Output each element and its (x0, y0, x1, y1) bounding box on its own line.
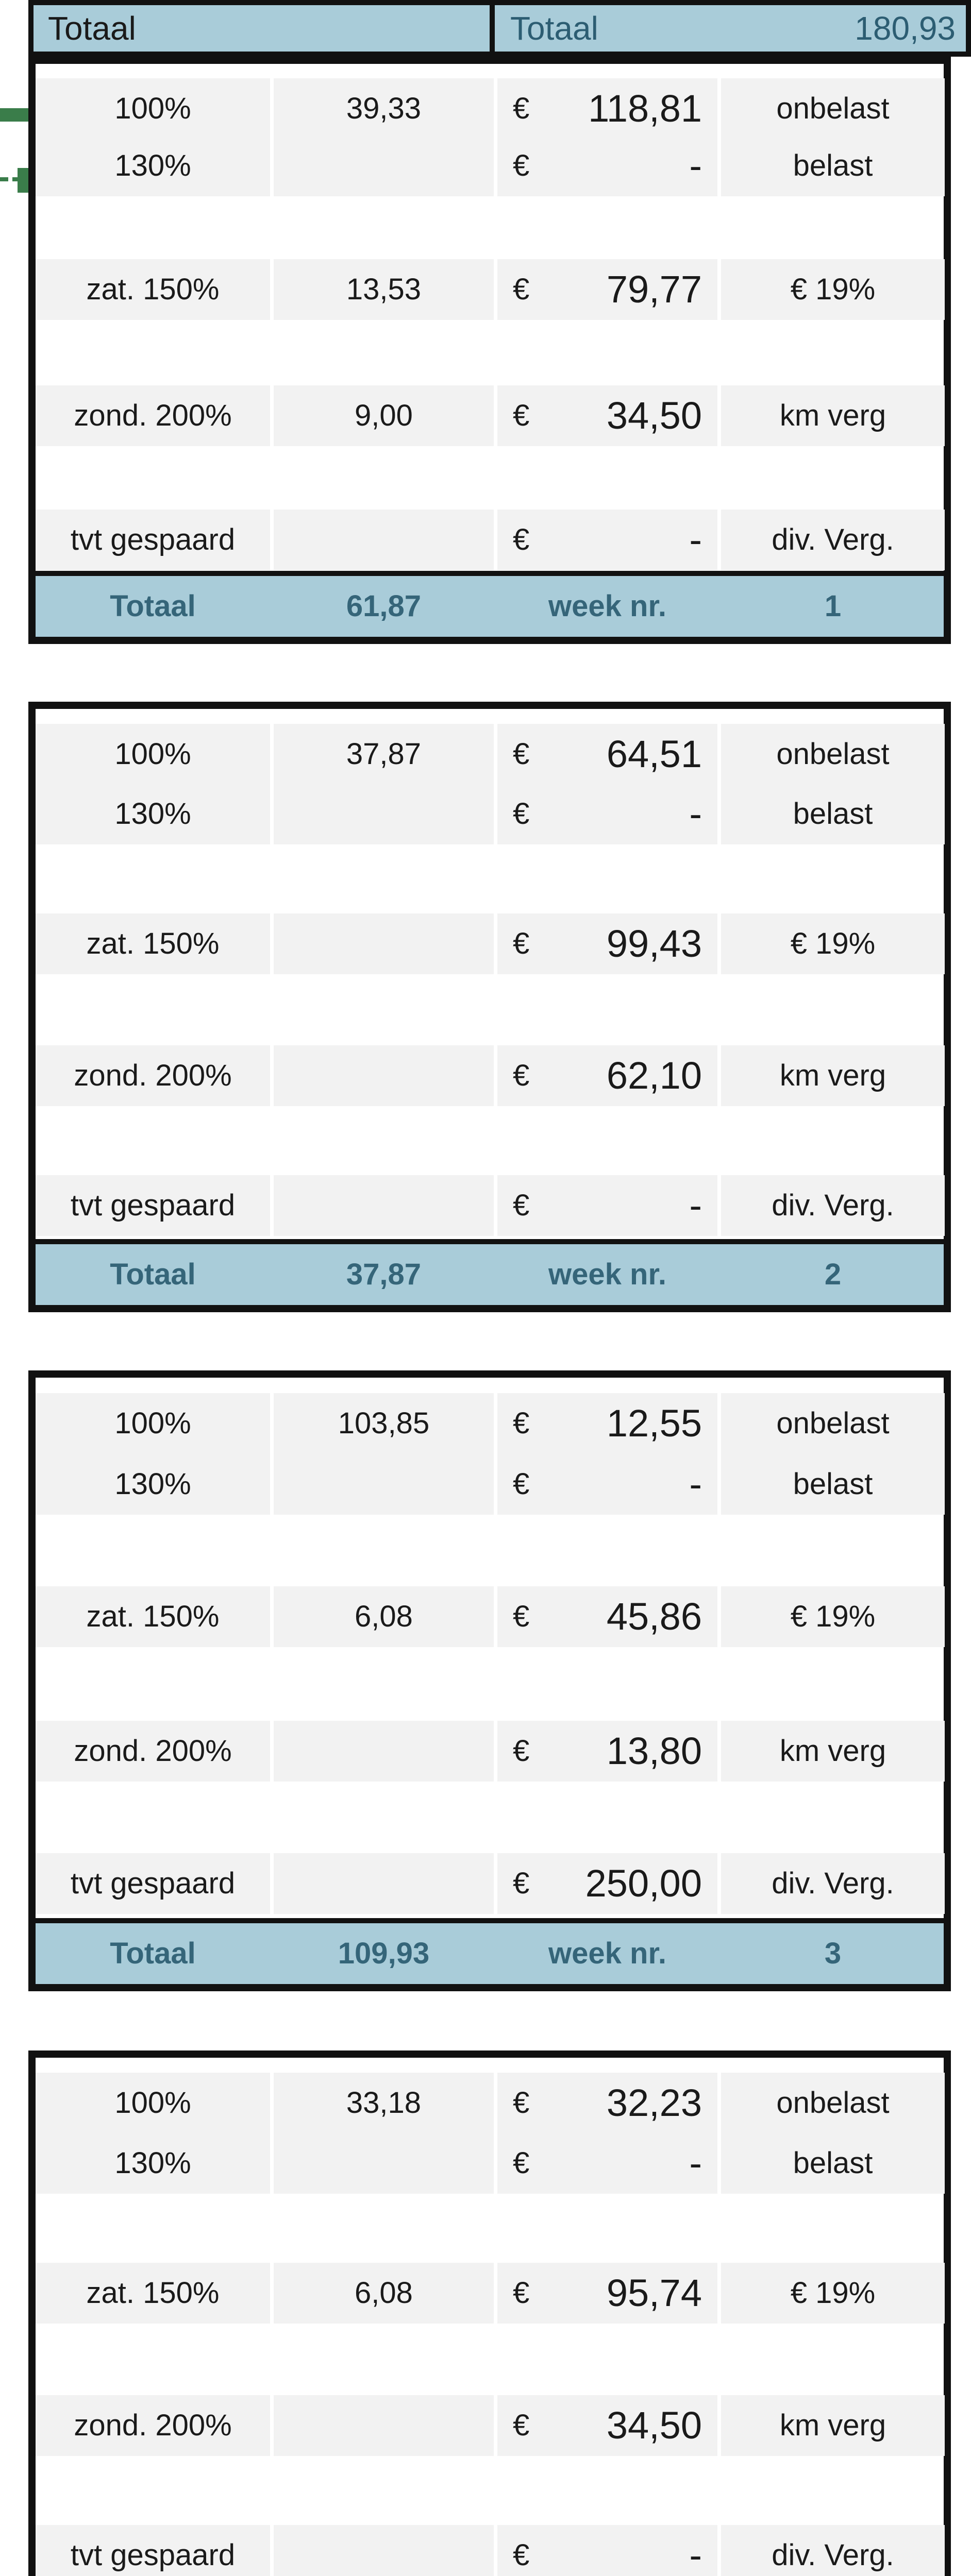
amount-cell[interactable] (497, 1454, 717, 1515)
amount-value: - (689, 1463, 702, 1505)
row-label-cell[interactable]: 100% (36, 78, 270, 139)
table-row (36, 2263, 944, 2324)
total-row (36, 1244, 944, 1305)
table-row (36, 385, 944, 446)
amount-cell[interactable] (497, 385, 717, 446)
amount-cell[interactable] (497, 2133, 717, 2194)
amount-value: 45,86 (606, 1595, 702, 1638)
hours-cell[interactable] (274, 1853, 494, 1914)
euro-sign: € (513, 1867, 530, 1900)
euro-sign: € (513, 2276, 530, 2310)
hours-cell[interactable]: 9,00 (274, 385, 494, 446)
summary-header (0, 0, 971, 57)
amount-value: 95,74 (606, 2272, 702, 2314)
hours-cell[interactable] (274, 1454, 494, 1515)
row-label-cell[interactable]: 130% (36, 135, 270, 196)
amount-cell[interactable] (497, 784, 717, 844)
hours-cell[interactable]: 13,53 (274, 259, 494, 320)
amount-value: 32,23 (606, 2081, 702, 2124)
total-hours[interactable]: 61,87 (346, 589, 422, 623)
amount-cell[interactable] (497, 259, 717, 320)
euro-sign: € (513, 797, 530, 831)
amount-value: 12,55 (606, 1402, 702, 1445)
row-label-cell[interactable]: zond. 200% (36, 2395, 270, 2456)
category-label-cell[interactable]: € 19% (721, 1586, 945, 1647)
amount-value: - (689, 144, 702, 187)
hours-cell[interactable]: 39,33 (274, 78, 494, 139)
category-label-cell[interactable]: € 19% (721, 2263, 945, 2324)
row-label-cell[interactable]: 130% (36, 2133, 270, 2194)
header-grand-total-value: 180,93 (855, 10, 956, 47)
table-row (36, 1853, 944, 1914)
euro-sign: € (513, 1467, 530, 1501)
table-row (36, 2073, 944, 2133)
amount-value: 64,51 (606, 733, 702, 775)
table-row (36, 2525, 944, 2576)
euro-sign: € (513, 1734, 530, 1768)
amount-value: 34,50 (606, 2404, 702, 2447)
category-label-cell[interactable]: onbelast (721, 724, 945, 785)
category-label-cell[interactable]: belast (721, 2133, 945, 2194)
hours-cell[interactable] (274, 2525, 494, 2576)
category-label-cell[interactable]: div. Verg. (721, 1175, 945, 1236)
week-block (28, 1370, 951, 1991)
table-row (36, 135, 944, 196)
category-label-cell[interactable]: div. Verg. (721, 510, 945, 570)
amount-cell[interactable] (497, 2525, 717, 2576)
amount-value: - (689, 1184, 702, 1227)
table-row (36, 913, 944, 974)
euro-sign: € (513, 1189, 530, 1222)
row-label-cell[interactable]: zat. 150% (36, 259, 270, 320)
category-label-cell[interactable]: belast (721, 784, 945, 844)
hours-cell[interactable]: 6,08 (274, 1586, 494, 1647)
euro-sign: € (513, 92, 530, 125)
row-label-cell[interactable]: tvt gespaard (36, 1175, 270, 1236)
euro-sign: € (513, 737, 530, 771)
amount-cell[interactable] (497, 2073, 717, 2133)
row-label-cell[interactable]: 130% (36, 1454, 270, 1515)
week-label[interactable]: week nr. (548, 589, 666, 623)
header-grand-total-cell[interactable] (490, 0, 971, 57)
total-label[interactable]: Totaal (110, 1258, 196, 1291)
amount-cell[interactable] (497, 913, 717, 974)
row-label-cell[interactable]: zond. 200% (36, 1721, 270, 1782)
amount-cell[interactable] (497, 2395, 717, 2456)
row-label-cell[interactable]: tvt gespaard (36, 1853, 270, 1914)
header-total-label: Totaal (48, 10, 136, 47)
row-label-cell[interactable]: 130% (36, 784, 270, 844)
week-number[interactable]: 2 (824, 1258, 842, 1291)
amount-value: 13,80 (606, 1730, 702, 1772)
euro-sign: € (513, 1406, 530, 1440)
amount-cell[interactable] (497, 135, 717, 196)
hours-cell[interactable] (274, 784, 494, 844)
row-label-cell[interactable]: zat. 150% (36, 1586, 270, 1647)
amount-cell[interactable] (497, 2263, 717, 2324)
row-label-cell[interactable]: tvt gespaard (36, 2525, 270, 2576)
total-hours[interactable]: 37,87 (346, 1258, 422, 1291)
euro-sign: € (513, 149, 530, 182)
total-label[interactable]: Totaal (110, 589, 196, 623)
row-label-cell[interactable]: zat. 150% (36, 2263, 270, 2324)
total-row (36, 576, 944, 637)
table-row (36, 1393, 944, 1454)
category-label-cell[interactable]: onbelast (721, 2073, 945, 2133)
amount-cell[interactable] (497, 1045, 717, 1106)
amount-cell[interactable] (497, 1393, 717, 1454)
row-label-cell[interactable]: zat. 150% (36, 913, 270, 974)
category-label-cell[interactable]: belast (721, 135, 945, 196)
table-row (36, 259, 944, 320)
amount-cell[interactable] (497, 78, 717, 139)
euro-sign: € (513, 927, 530, 960)
amount-cell[interactable] (497, 510, 717, 570)
category-label-cell[interactable]: km verg (721, 2395, 945, 2456)
category-label-cell[interactable]: div. Verg. (721, 2525, 945, 2576)
row-label-cell[interactable]: 100% (36, 1393, 270, 1454)
category-label-cell[interactable]: km verg (721, 1721, 945, 1782)
table-row (36, 784, 944, 844)
euro-sign: € (513, 1059, 530, 1092)
category-label-cell[interactable]: km verg (721, 1045, 945, 1106)
amount-cell[interactable] (497, 1586, 717, 1647)
hours-cell[interactable] (274, 135, 494, 196)
hours-cell[interactable] (274, 1721, 494, 1782)
hours-cell[interactable]: 33,18 (274, 2073, 494, 2133)
amount-cell[interactable] (497, 1721, 717, 1782)
euro-sign: € (513, 273, 530, 306)
row-label-cell[interactable]: 100% (36, 724, 270, 785)
week-number[interactable]: 1 (824, 589, 842, 623)
hours-cell[interactable] (274, 2395, 494, 2456)
euro-sign: € (513, 2146, 530, 2180)
hours-cell[interactable]: 37,87 (274, 724, 494, 785)
total-hours[interactable]: 109,93 (338, 1937, 430, 1970)
euro-sign: € (513, 399, 530, 432)
amount-cell[interactable] (497, 724, 717, 785)
table-row (36, 510, 944, 570)
euro-sign: € (513, 2538, 530, 2572)
euro-sign: € (513, 523, 530, 556)
hours-cell[interactable]: 103,85 (274, 1393, 494, 1454)
hours-cell[interactable] (274, 913, 494, 974)
amount-value: - (689, 792, 702, 835)
header-grand-total-label: Totaal (510, 10, 598, 47)
amount-value: 79,77 (606, 268, 702, 311)
header-total-cell[interactable] (28, 0, 495, 57)
amount-value: 118,81 (588, 87, 702, 130)
amount-value: - (689, 2534, 702, 2576)
hours-cell[interactable]: 6,08 (274, 2263, 494, 2324)
amount-value: 62,10 (606, 1054, 702, 1097)
euro-sign: € (513, 2086, 530, 2120)
table-row (36, 2395, 944, 2456)
week-block (28, 702, 951, 1312)
total-row (36, 1923, 944, 1984)
category-label-cell[interactable]: km verg (721, 385, 945, 446)
hours-cell[interactable] (274, 2133, 494, 2194)
amount-value: - (689, 2142, 702, 2184)
amount-cell[interactable] (497, 1853, 717, 1914)
row-label-cell[interactable]: zond. 200% (36, 1045, 270, 1106)
amount-cell[interactable] (497, 1175, 717, 1236)
category-label-cell[interactable]: € 19% (721, 913, 945, 974)
category-label-cell[interactable]: div. Verg. (721, 1853, 945, 1914)
week-label[interactable]: week nr. (548, 1937, 666, 1970)
category-label-cell[interactable]: onbelast (721, 78, 945, 139)
row-label-cell[interactable]: zond. 200% (36, 385, 270, 446)
amount-value: 34,50 (606, 394, 702, 437)
hours-cell[interactable] (274, 1045, 494, 1106)
week-number[interactable]: 3 (824, 1937, 842, 1970)
table-row (36, 1721, 944, 1782)
amount-value: - (689, 518, 702, 561)
week-block (28, 57, 951, 644)
table-row (36, 1045, 944, 1106)
hours-cell[interactable] (274, 1175, 494, 1236)
table-row (36, 724, 944, 785)
table-row (36, 1175, 944, 1236)
euro-sign: € (513, 2409, 530, 2442)
hours-cell[interactable] (274, 510, 494, 570)
table-row (36, 2133, 944, 2194)
category-label-cell[interactable]: belast (721, 1454, 945, 1515)
row-label-cell[interactable]: 100% (36, 2073, 270, 2133)
table-row (36, 1586, 944, 1647)
table-row (36, 78, 944, 139)
category-label-cell[interactable]: € 19% (721, 259, 945, 320)
category-label-cell[interactable]: onbelast (721, 1393, 945, 1454)
euro-sign: € (513, 1600, 530, 1633)
row-label-cell[interactable]: tvt gespaard (36, 510, 270, 570)
week-label[interactable]: week nr. (548, 1258, 666, 1291)
week-block (28, 2050, 951, 2576)
total-separator (36, 1239, 944, 1244)
total-separator (36, 571, 944, 576)
amount-value: 99,43 (606, 922, 702, 965)
total-label[interactable]: Totaal (110, 1937, 196, 1970)
amount-value: 250,00 (585, 1862, 702, 1905)
selection-border-bottom (0, 177, 21, 181)
total-separator (36, 1918, 944, 1923)
table-row (36, 1454, 944, 1515)
